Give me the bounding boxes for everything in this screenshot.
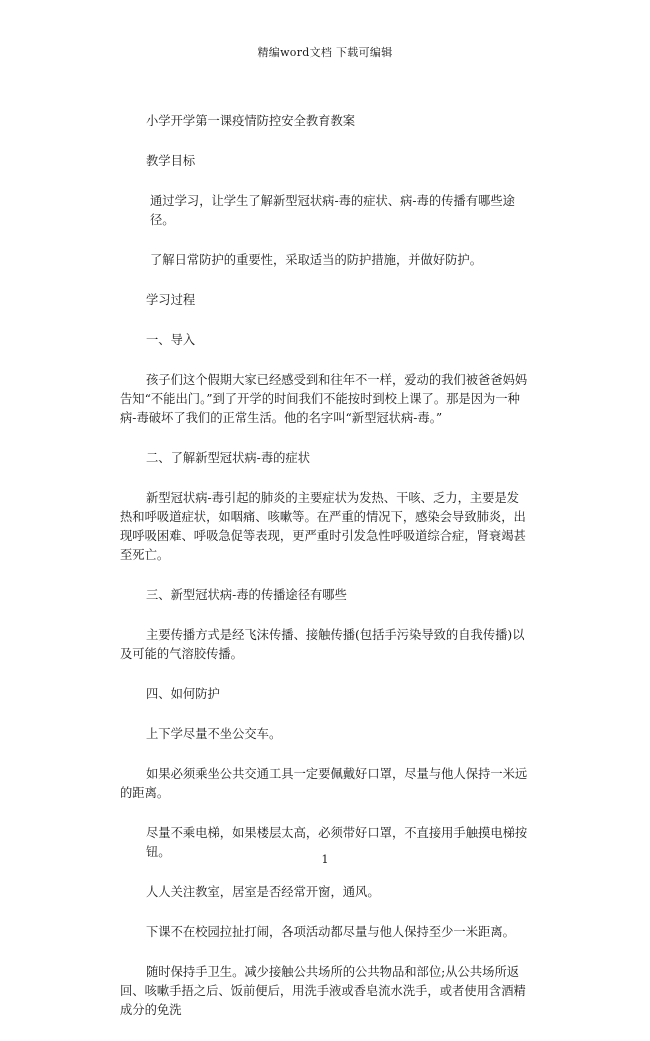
section-heading-symptoms: 二、了解新型冠状病-毒的症状 (146, 451, 311, 465)
paragraph-symptoms: 新型冠状病-毒引起的肺炎的主要症状为发热、干咳、乏力，主要是发热和呼吸道症状，如咽痛、咳嗽等。在严重的情况下，感染会导致肺炎，出现呼吸困难、呼吸急促等表现，更严重时引发急性呼吸道综合症，肾衰竭甚至死亡。 (120, 491, 526, 562)
section-heading-transmission: 三、新型冠状病-毒的传播途径有哪些 (146, 588, 347, 602)
section-heading-protection: 四、如何防护 (146, 687, 220, 701)
section-heading-learning-process: 学习过程 (146, 293, 196, 307)
page-header: 精编word文档 下载可编辑 (257, 46, 393, 59)
paragraph-protection-4: 人人关注教室，居室是否经常开窗，通风。 (146, 885, 380, 899)
page-number: 1 (321, 853, 329, 866)
paragraph-protection-2: 如果必须乘坐公共交通工具一定要佩戴好口罩，尽量与他人保持一米远的距离。 (120, 767, 528, 800)
section-heading-intro: 一、导入 (146, 333, 196, 347)
paragraph-protection-5: 下课不在校园拉扯打闹，各项活动都尽量与他人保持至少一米距离。 (146, 925, 515, 939)
paragraph-protection-1: 上下学尽量不坐公交车。 (146, 727, 282, 741)
paragraph-intro: 孩子们这个假期大家已经感受到和往年不一样，爱动的我们被爸爸妈妈告知“不能出门。”到了开学的时间我们不能按时到校上课了。那是因为一种病-毒破坏了我们的正常生活。他的名字叫“新型冠状病-毒。” (120, 373, 528, 425)
paragraph-protection-3: 尽量不乘电梯，如果楼层太高，必须带好口罩，不直接用手触摸电梯按钮。 (146, 826, 528, 859)
paragraph-goal-1: 通过学习，让学生了解新型冠状病-毒的症状、病-毒的传播有哪些途径。 (150, 194, 515, 227)
paragraph-transmission: 主要传播方式是经飞沫传播、接触传播(包括手污染导致的自我传播)以及可能的气溶胶传播。 (120, 628, 525, 661)
paragraph-protection-6: 随时保持手卫生。减少接触公共场所的公共物品和部位;从公共场所返回、咳嗽手捂之后、饭前便后，用洗手液或香皂流水洗手，或者使用含酒精成分的免洗 (120, 965, 526, 1017)
paragraph-goal-2: 了解日常防护的重要性，采取适当的防护措施，并做好防护。 (150, 253, 483, 267)
document-body (120, 112, 530, 1041)
document-title: 小学开学第一课疫情防控安全教育教案 (146, 114, 356, 128)
section-heading-teaching-goals: 教学目标 (146, 154, 196, 168)
